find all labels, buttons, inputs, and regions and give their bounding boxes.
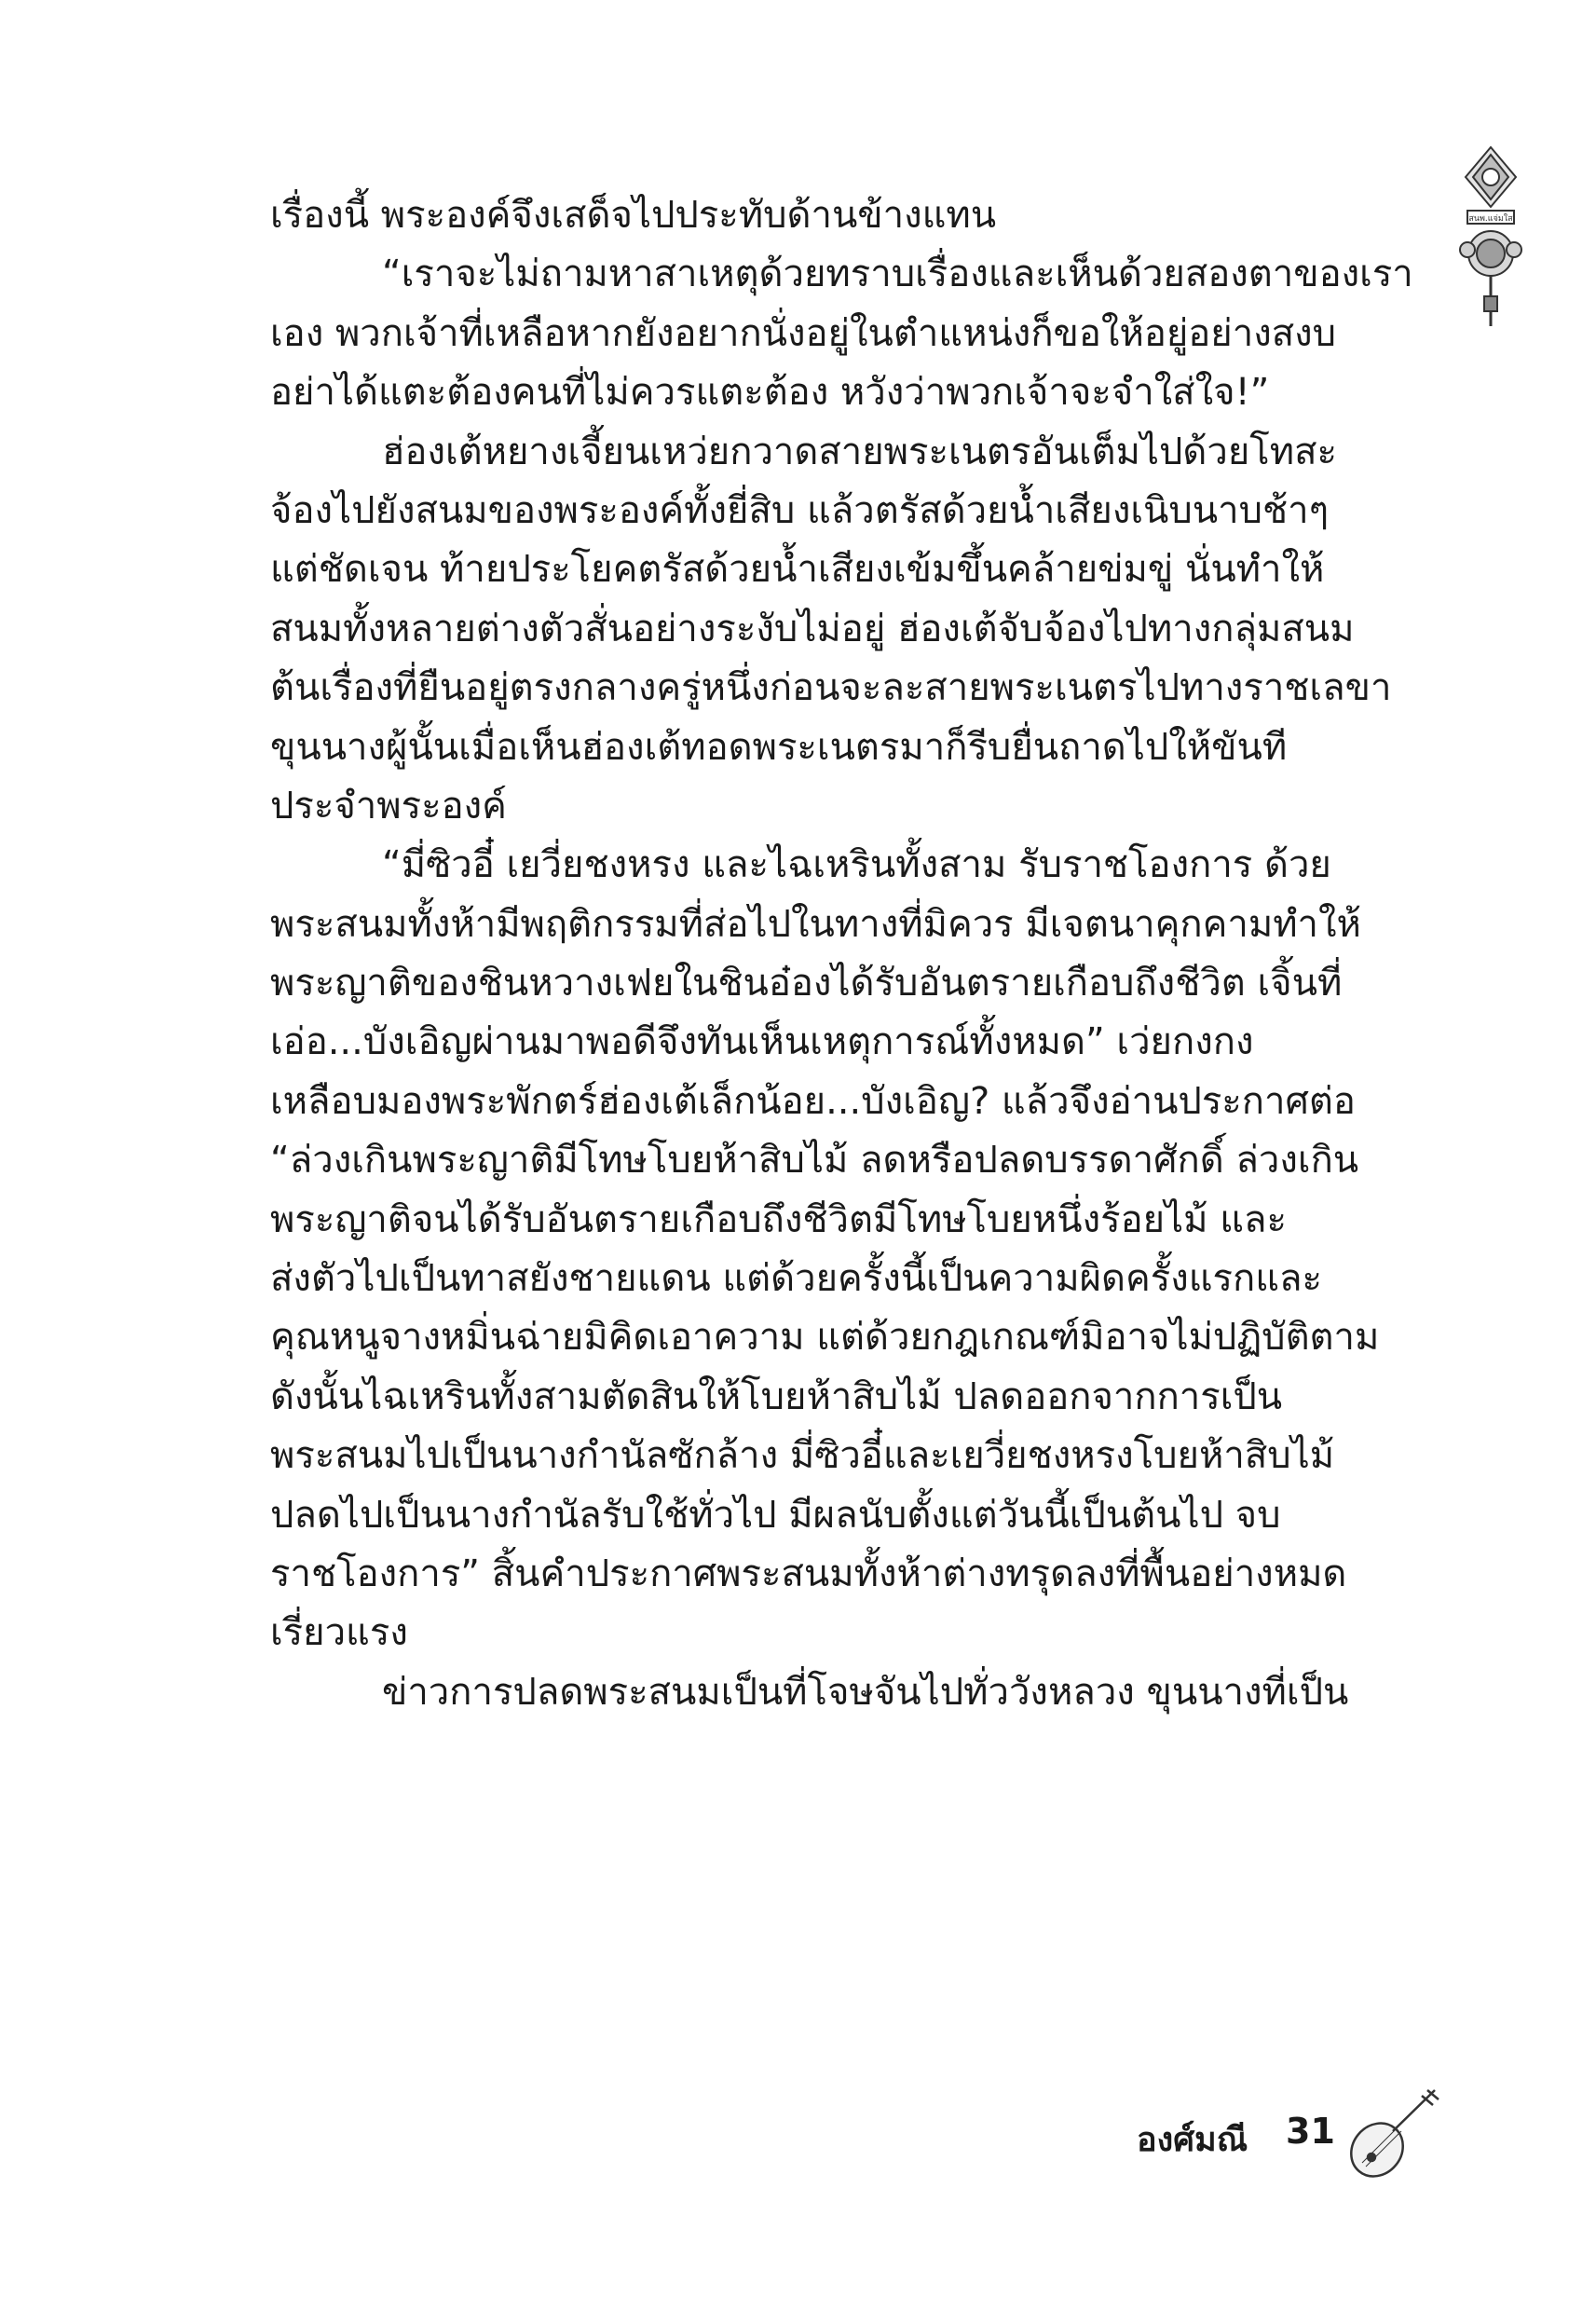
- text-line: เรื่องนี้ พระองค์จึงเสด็จไปประทับด้านข้างแทน: [270, 194, 997, 237]
- text-line: ข่าวการปลดพระสนมเป็นที่โจษจันไปทั่ววังหลวง ขุนนางที่เป็น: [382, 1670, 1349, 1714]
- text-line: ส่งตัวไปเป็นทาสยังชายแดน แต่ด้วยครั้งนี้เป็นความผิดครั้งแรกและ: [270, 1257, 1323, 1301]
- text-line: ปลดไปเป็นนางกำนัลรับใช้ทั่วไป มีผลนับตั้งแต่วันนี้เป็นต้นไป จบ: [270, 1493, 1281, 1537]
- text-line: ราชโองการ” สิ้นคำประกาศพระสนมทั้งห้าต่างทรุดลงที่พื้นอย่างหมด: [270, 1552, 1347, 1595]
- page-footer: [1071, 2092, 1463, 2204]
- text-line: ขุนนางผู้นั้นเมื่อเห็นฮ่องเต้ทอดพระเนตรมาก็รีบยื่นถาดไปให้ขันที: [270, 725, 1288, 769]
- text-line: สนมทั้งหลายต่างตัวสั่นอย่างระงับไม่อยู่ ฮ่องเต้จับจ้องไปทางกลุ่มสนม: [270, 607, 1355, 650]
- text-line: เรี่ยวแรง: [270, 1611, 408, 1655]
- text-line: พระสนมทั้งห้ามีพฤติกรรมที่ส่อไปในทางที่มิควร มีเจตนาคุกคามทำให้: [270, 902, 1361, 946]
- ornament-label: สนพ.แจ่มใส: [1468, 214, 1513, 224]
- text-line: พระญาติของชินหวางเฟยในชินอ๋องได้รับอันตรายเกือบถึงชีวิต เจิ้นที่: [270, 962, 1343, 1005]
- text-line: “มี่ซิวอี๋ เยวี่ยชงหรง และไฉเหรินทั้งสาม รับราชโองการ ด้วย: [382, 843, 1331, 887]
- lute-pipa-icon: [1342, 2083, 1444, 2185]
- text-line: “ล่วงเกินพระญาติมีโทษโบยห้าสิบไม้ ลดหรือปลดบรรดาศักดิ์ ล่วงเกิน: [270, 1139, 1359, 1183]
- text-line: ฮ่องเต้หยางเจี้ยนเหว่ยกวาดสายพระเนตรอันเต็มไปด้วยโทสะ: [382, 430, 1337, 473]
- book-title: องศ์มณี: [1137, 2121, 1248, 2159]
- text-line: ดังนั้นไฉเหรินทั้งสามตัดสินให้โบยห้าสิบไม้ ปลดออกจากการเป็น: [270, 1374, 1283, 1418]
- text-line: จ้องไปยังสนมของพระองค์ทั้งยี่สิบ แล้วตรัสด้วยน้ำเสียงเนิบนาบช้าๆ: [270, 488, 1330, 532]
- text-line: เหลือบมองพระพักตร์ฮ่องเต้เล็กน้อย...บังเอิญ? แล้วจึงอ่านประกาศต่อ: [270, 1079, 1356, 1123]
- text-line: ต้นเรื่องที่ยืนอยู่ตรงกลางครู่หนึ่งก่อนจะละสายพระเนตรไปทางราชเลขา: [270, 666, 1392, 710]
- text-line: แต่ชัดเจน ท้ายประโยคตรัสด้วยน้ำเสียงเข้มขึ้นคล้ายข่มขู่ นั่นทำให้: [270, 548, 1325, 592]
- text-line: อย่าได้แตะต้องคนที่ไม่ควรแตะต้อง หวังว่าพวกเจ้าจะจำใส่ใจ!”: [270, 371, 1270, 415]
- page-number: 31: [1286, 2111, 1335, 2152]
- diamond-medallion-ornament-icon: [1449, 140, 1533, 335]
- body-text: [270, 186, 1425, 1722]
- header-ornament: [1449, 140, 1533, 335]
- text-line: พระญาติจนได้รับอันตรายเกือบถึงชีวิตมีโทษโบยหนึ่งร้อยไม้ และ: [270, 1197, 1288, 1241]
- text-line: คุณหนูจางหมิ่นฉ่ายมิคิดเอาความ แต่ด้วยกฎเกณฑ์มิอาจไม่ปฏิบัติตาม: [270, 1316, 1380, 1360]
- text-line: พระสนมไปเป็นนางกำนัลซักล้าง มี่ซิวอี๋และเยวี่ยชงหรงโบยห้าสิบไม้: [270, 1434, 1335, 1478]
- text-line: “เราจะไม่ถามหาสาเหตุด้วยทราบเรื่องและเห็นด้วยสองตาของเรา: [382, 253, 1413, 296]
- text-line: เอง พวกเจ้าที่เหลือหากยังอยากนั่งอยู่ในตำแหน่งก็ขอให้อยู่อย่างสงบ: [270, 311, 1337, 355]
- text-line: เอ่อ...บังเอิญผ่านมาพอดีจึงทันเห็นเหตุการณ์ทั้งหมด” เว่ยกงกง: [270, 1020, 1254, 1064]
- text-line: ประจำพระองค์: [270, 784, 507, 827]
